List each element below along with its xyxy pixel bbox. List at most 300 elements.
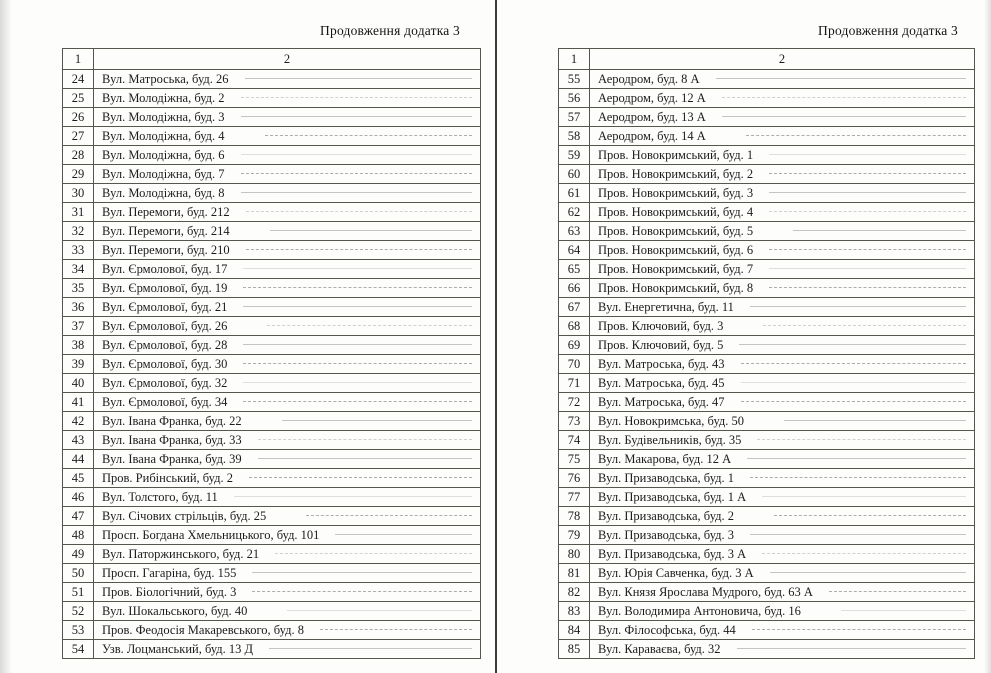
row-number-cell: 82: [559, 583, 590, 602]
row-number-cell: 73: [559, 412, 590, 431]
address-text: Вул. Єрмолової, буд. 19: [102, 281, 228, 295]
address-text: Аеродром, буд. 14 А: [598, 129, 706, 143]
table-row: [63, 184, 481, 203]
scan-artifact-line: [252, 572, 472, 573]
row-number-cell: 29: [63, 165, 94, 184]
scan-artifact-line: [335, 534, 472, 535]
address-text: Пров. Новокримський, буд. 1: [598, 148, 754, 162]
scan-artifact-line: [774, 515, 966, 516]
address-text: Пров. Новокримський, буд. 7: [598, 262, 754, 276]
scan-artifact-line: [769, 287, 966, 288]
row-number-cell: 46: [63, 488, 94, 507]
scan-artifact-line: [267, 325, 472, 326]
row-number-cell: 67: [559, 298, 590, 317]
address-text: Вул. Перемоги, буд. 212: [102, 205, 230, 219]
table-row: [63, 222, 481, 241]
scan-artifact-line: [841, 610, 966, 611]
table-row: [559, 260, 975, 279]
scan-artifact-line: [741, 401, 966, 402]
row-number-cell: 54: [63, 640, 94, 659]
table-row: [559, 336, 975, 355]
scan-artifact-line: [243, 306, 472, 307]
row-number-cell: 55: [559, 70, 590, 89]
address-cell: [94, 89, 481, 108]
scan-artifact-line: [722, 116, 966, 117]
row-number-cell: 39: [63, 355, 94, 374]
address-text: Аеродром, буд. 12 А: [598, 91, 706, 105]
address-text: Вул. Призаводська, буд. 3: [598, 528, 735, 542]
row-number-cell: 35: [63, 279, 94, 298]
scan-artifact-line: [246, 211, 472, 212]
address-cell: [94, 165, 481, 184]
address-text: Вул. Філософська, буд. 44: [598, 623, 736, 637]
scan-artifact-line: [769, 249, 966, 250]
column-header-number: 1: [63, 49, 94, 70]
scan-artifact-line: [265, 135, 472, 136]
row-number-cell: 47: [63, 507, 94, 526]
column-header-address: 2: [590, 49, 975, 70]
address-text: Вул. Єрмолової, буд. 30: [102, 357, 228, 371]
row-number-cell: 84: [559, 621, 590, 640]
table-body: [559, 70, 975, 659]
row-number-cell: 83: [559, 602, 590, 621]
scan-artifact-line: [829, 591, 966, 592]
table-row: [559, 526, 975, 545]
table-row: [63, 431, 481, 450]
address-cell: [94, 564, 481, 583]
address-text: Аеродром, буд. 8 А: [598, 72, 700, 86]
scan-artifact-line: [793, 230, 966, 231]
table-row: [63, 374, 481, 393]
address-table: [558, 48, 975, 659]
address-cell: [94, 488, 481, 507]
address-cell: [590, 526, 975, 545]
row-number-cell: 27: [63, 127, 94, 146]
address-cell: [590, 241, 975, 260]
scan-artifact-line: [769, 192, 966, 193]
address-cell: [94, 203, 481, 222]
address-text: Пров. Новокримський, буд. 6: [598, 243, 754, 257]
page-header: Продовження додатка 3: [818, 23, 958, 38]
scan-artifact-line: [287, 610, 472, 611]
table-row: [559, 279, 975, 298]
row-number-cell: 74: [559, 431, 590, 450]
address-text: Пров. Новокримський, буд. 4: [598, 205, 754, 219]
address-cell: [590, 469, 975, 488]
address-cell: [94, 412, 481, 431]
table-row: [63, 469, 481, 488]
document-page-right: [497, 0, 991, 673]
scan-artifact-line: [762, 496, 966, 497]
scan-artifact-line: [769, 211, 966, 212]
scan-artifact-line: [752, 629, 966, 630]
address-text: Вул. Єрмолової, буд. 17: [102, 262, 228, 276]
row-number-cell: 51: [63, 583, 94, 602]
row-number-cell: 25: [63, 89, 94, 108]
scan-artifact-line: [306, 515, 472, 516]
row-number-cell: 60: [559, 165, 590, 184]
address-cell: [590, 89, 975, 108]
table-row: [559, 108, 975, 127]
scan-artifact-line: [234, 496, 472, 497]
table-row: [63, 450, 481, 469]
row-number-cell: 28: [63, 146, 94, 165]
address-text: Вул. Єрмолової, буд. 28: [102, 338, 228, 352]
address-text: Вул. Молодіжна, буд. 3: [102, 110, 225, 124]
table-row: [559, 450, 975, 469]
address-cell: [590, 450, 975, 469]
table-row: [63, 355, 481, 374]
address-cell: [94, 279, 481, 298]
scan-artifact-line: [769, 268, 966, 269]
row-number-cell: 64: [559, 241, 590, 260]
address-text: Пров. Новокримський, буд. 3: [598, 186, 754, 200]
address-text: Вул. Юрія Савченка, буд. 3 А: [598, 566, 754, 580]
address-cell: [590, 222, 975, 241]
scan-artifact-line: [282, 420, 472, 421]
row-number-cell: 76: [559, 469, 590, 488]
address-cell: [94, 70, 481, 89]
row-number-cell: 79: [559, 526, 590, 545]
scan-artifact-line: [243, 363, 472, 364]
scan-artifact-line: [243, 287, 472, 288]
address-text: Вул. Паторжинського, буд. 21: [102, 547, 260, 561]
row-number-cell: 30: [63, 184, 94, 203]
address-cell: [590, 184, 975, 203]
table-row: [559, 545, 975, 564]
row-number-cell: 48: [63, 526, 94, 545]
scan-artifact-line: [741, 382, 966, 383]
row-number-cell: 40: [63, 374, 94, 393]
row-number-cell: 65: [559, 260, 590, 279]
table-row: [559, 165, 975, 184]
address-text: Вул. Івана Франка, буд. 33: [102, 433, 242, 447]
scan-artifact-line: [722, 97, 966, 98]
address-text: Вул. Будівельників, буд. 35: [598, 433, 742, 447]
address-cell: [94, 108, 481, 127]
table-row: [63, 165, 481, 184]
address-cell: [94, 222, 481, 241]
table-row: [559, 507, 975, 526]
address-text: Вул. Єрмолової, буд. 34: [102, 395, 228, 409]
scan-artifact-line: [769, 173, 966, 174]
row-number-cell: 36: [63, 298, 94, 317]
table-row: [559, 184, 975, 203]
address-cell: [94, 184, 481, 203]
row-number-cell: 63: [559, 222, 590, 241]
address-cell: [590, 640, 975, 659]
table-row: [63, 602, 481, 621]
row-number-cell: 37: [63, 317, 94, 336]
scan-artifact-line: [763, 325, 966, 326]
address-text: Вул. Толстого, буд. 11: [102, 490, 218, 504]
table-row: [559, 488, 975, 507]
scan-artifact-line: [241, 154, 472, 155]
address-cell: [94, 393, 481, 412]
address-text: Вул. Енергетична, буд. 11: [598, 300, 734, 314]
table-row: [63, 545, 481, 564]
scan-artifact-line: [241, 97, 472, 98]
row-number-cell: 34: [63, 260, 94, 279]
address-text: Пров. Феодосія Макаревського, буд. 8: [102, 623, 304, 637]
row-number-cell: 50: [63, 564, 94, 583]
scan-artifact-line: [770, 572, 966, 573]
address-cell: [94, 127, 481, 146]
table-row: [559, 393, 975, 412]
address-cell: [590, 583, 975, 602]
address-cell: [590, 431, 975, 450]
table-row: [63, 583, 481, 602]
address-cell: [590, 203, 975, 222]
row-number-cell: 52: [63, 602, 94, 621]
scan-artifact-line: [269, 648, 472, 649]
address-cell: [590, 317, 975, 336]
address-cell: [590, 146, 975, 165]
table-row: [63, 203, 481, 222]
table-row: [63, 108, 481, 127]
row-number-cell: 66: [559, 279, 590, 298]
scan-artifact-line: [320, 629, 472, 630]
row-number-cell: 31: [63, 203, 94, 222]
scan-artifact-line: [249, 477, 472, 478]
address-text: Вул. Призаводська, буд. 1: [598, 471, 735, 485]
address-text: Вул. Єрмолової, буд. 21: [102, 300, 228, 314]
scan-artifact-line: [245, 78, 472, 79]
row-number-cell: 45: [63, 469, 94, 488]
row-number-cell: 53: [63, 621, 94, 640]
scan-artifact-line: [246, 249, 472, 250]
table-row: [559, 127, 975, 146]
address-text: Вул. Івана Франка, буд. 22: [102, 414, 242, 428]
table-row: [63, 564, 481, 583]
page-header: Продовження додатка 3: [320, 23, 460, 38]
address-text: Вул. Матроська, буд. 43: [598, 357, 725, 371]
scan-artifact-line: [243, 401, 472, 402]
address-text: Вул. Молодіжна, буд. 8: [102, 186, 225, 200]
address-text: Узв. Лоцманський, буд. 13 Д: [102, 642, 254, 656]
scan-artifact-line: [241, 116, 472, 117]
table-header-row: [559, 49, 975, 70]
table-row: [63, 317, 481, 336]
table-row: [559, 431, 975, 450]
scan-artifact-line: [258, 439, 472, 440]
address-text: Вул. Єрмолової, буд. 26: [102, 319, 228, 333]
row-number-cell: 75: [559, 450, 590, 469]
row-number-cell: 69: [559, 336, 590, 355]
address-text: Вул. Призаводська, буд. 1 А: [598, 490, 747, 504]
address-cell: [94, 469, 481, 488]
table-row: [559, 146, 975, 165]
table-row: [559, 469, 975, 488]
address-cell: [94, 260, 481, 279]
table-row: [63, 507, 481, 526]
address-cell: [590, 412, 975, 431]
scan-artifact-line: [739, 344, 966, 345]
table-row: [559, 602, 975, 621]
address-text: Вул. Єрмолової, буд. 32: [102, 376, 228, 390]
address-text: Вул. Матроська, буд. 45: [598, 376, 725, 390]
address-text: Вул. Перемоги, буд. 210: [102, 243, 230, 257]
scan-edge-shadow-left: [0, 0, 12, 673]
address-cell: [590, 602, 975, 621]
address-text: Вул. Молодіжна, буд. 4: [102, 129, 225, 143]
address-cell: [94, 640, 481, 659]
address-text: Вул. Перемоги, буд. 214: [102, 224, 230, 238]
address-text: Пров. Новокримський, буд. 5: [598, 224, 754, 238]
table-row: [63, 70, 481, 89]
address-cell: [590, 564, 975, 583]
address-cell: [590, 355, 975, 374]
row-number-cell: 68: [559, 317, 590, 336]
table-row: [559, 355, 975, 374]
scan-artifact-line: [252, 591, 472, 592]
row-number-cell: 43: [63, 431, 94, 450]
address-cell: [94, 450, 481, 469]
scan-artifact-line: [716, 78, 966, 79]
row-number-cell: 38: [63, 336, 94, 355]
address-text: Пров. Ключовий, буд. 3: [598, 319, 724, 333]
address-text: Просп. Богдана Хмельницького, буд. 101: [102, 528, 320, 542]
table-row: [63, 146, 481, 165]
table-row: [559, 89, 975, 108]
scan-artifact-line: [741, 363, 966, 364]
row-number-cell: 33: [63, 241, 94, 260]
row-number-cell: 42: [63, 412, 94, 431]
address-text: Вул. Макарова, буд. 12 А: [598, 452, 732, 466]
table-row: [63, 640, 481, 659]
address-text: Вул. Володимира Антоновича, буд. 16: [598, 604, 801, 618]
row-number-cell: 72: [559, 393, 590, 412]
address-cell: [94, 298, 481, 317]
table-row: [63, 127, 481, 146]
table-row: [559, 621, 975, 640]
table-row: [63, 488, 481, 507]
address-text: Вул. Молодіжна, буд. 6: [102, 148, 225, 162]
scan-artifact-line: [241, 192, 472, 193]
table-row: [63, 526, 481, 545]
address-text: Аеродром, буд. 13 А: [598, 110, 706, 124]
scan-artifact-line: [243, 268, 472, 269]
address-cell: [94, 583, 481, 602]
table-row: [63, 279, 481, 298]
row-number-cell: 57: [559, 108, 590, 127]
row-number-cell: 81: [559, 564, 590, 583]
scan-artifact-line: [258, 458, 472, 459]
document-page-left: [0, 0, 493, 673]
address-text: Вул. Молодіжна, буд. 7: [102, 167, 225, 181]
address-cell: [590, 165, 975, 184]
scan-artifact-line: [243, 382, 472, 383]
table-row: [63, 412, 481, 431]
address-cell: [94, 241, 481, 260]
address-cell: [590, 127, 975, 146]
scan-artifact-line: [784, 420, 966, 421]
address-cell: [590, 298, 975, 317]
address-cell: [590, 545, 975, 564]
table-row: [63, 393, 481, 412]
address-text: Вул. Шокальського, буд. 40: [102, 604, 248, 618]
address-text: Вул. Новокримська, буд. 50: [598, 414, 745, 428]
scan-artifact-line: [270, 230, 472, 231]
row-number-cell: 70: [559, 355, 590, 374]
table-row: [559, 374, 975, 393]
address-cell: [94, 621, 481, 640]
row-number-cell: 85: [559, 640, 590, 659]
row-number-cell: 80: [559, 545, 590, 564]
address-cell: [94, 317, 481, 336]
table-row: [63, 621, 481, 640]
address-cell: [94, 507, 481, 526]
address-cell: [94, 336, 481, 355]
table-row: [559, 203, 975, 222]
address-cell: [94, 146, 481, 165]
table-row: [63, 89, 481, 108]
address-text: Пров. Рибінський, буд. 2: [102, 471, 233, 485]
row-number-cell: 49: [63, 545, 94, 564]
address-cell: [590, 621, 975, 640]
address-cell: [590, 260, 975, 279]
address-cell: [94, 431, 481, 450]
row-number-cell: 77: [559, 488, 590, 507]
scan-artifact-line: [737, 648, 966, 649]
address-text: Вул. Караваєва, буд. 32: [598, 642, 721, 656]
table-row: [559, 564, 975, 583]
row-number-cell: 71: [559, 374, 590, 393]
column-header-address: 2: [94, 49, 481, 70]
row-number-cell: 78: [559, 507, 590, 526]
table-body: [63, 70, 481, 659]
address-text: Пров. Біологічний, буд. 3: [102, 585, 237, 599]
row-number-cell: 62: [559, 203, 590, 222]
row-number-cell: 44: [63, 450, 94, 469]
table-row: [63, 336, 481, 355]
address-text: Пров. Новокримський, буд. 2: [598, 167, 754, 181]
row-number-cell: 61: [559, 184, 590, 203]
row-number-cell: 56: [559, 89, 590, 108]
address-text: Вул. Матроська, буд. 47: [598, 395, 725, 409]
address-cell: [590, 70, 975, 89]
scan-artifact-line: [769, 154, 966, 155]
scan-artifact-line: [757, 439, 966, 440]
address-cell: [590, 108, 975, 127]
row-number-cell: 59: [559, 146, 590, 165]
table-row: [559, 298, 975, 317]
scan-artifact-line: [243, 344, 472, 345]
table-header-row: [63, 49, 481, 70]
address-text: Вул. Січових стрільців, буд. 25: [102, 509, 267, 523]
row-number-cell: 32: [63, 222, 94, 241]
address-text: Вул. Призаводська, буд. 3 А: [598, 547, 747, 561]
scan-artifact-line: [275, 553, 472, 554]
row-number-cell: 26: [63, 108, 94, 127]
scan-edge-shadow-right: [984, 0, 991, 673]
table-row: [559, 241, 975, 260]
address-cell: [94, 526, 481, 545]
table-row: [63, 241, 481, 260]
table-row: [559, 640, 975, 659]
scan-artifact-line: [750, 306, 966, 307]
address-text: Вул. Князя Ярослава Мудрого, буд. 63 А: [598, 585, 813, 599]
address-cell: [590, 279, 975, 298]
address-cell: [94, 374, 481, 393]
page-divider-line: [495, 0, 497, 673]
table-row: [63, 260, 481, 279]
scan-artifact-line: [241, 173, 472, 174]
address-text: Вул. Івана Франка, буд. 39: [102, 452, 242, 466]
address-cell: [590, 507, 975, 526]
address-cell: [94, 355, 481, 374]
address-cell: [590, 336, 975, 355]
